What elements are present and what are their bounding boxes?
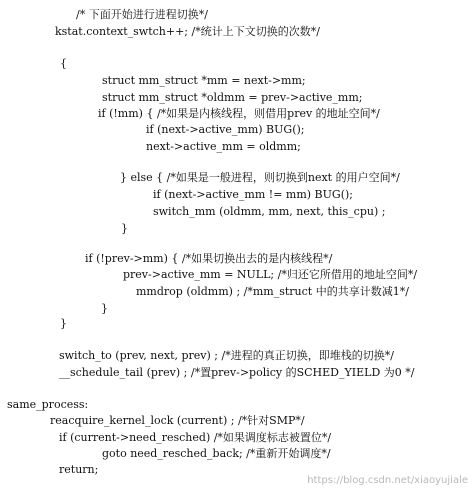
code-line: if (next->active_mm != mm) BUG(); [153,188,353,201]
code-line: } else { /*如果是一般进程，则切换到next 的用户空间*/ [120,171,400,184]
code-line: } [101,302,108,315]
code-line: } [121,222,128,235]
code-line: if (!prev->mm) { /*如果切换出去的是内核线程*/ [85,252,333,265]
code-line: if (current->need_resched) /*如果调度标志被置位*/ [59,431,332,444]
code-line: kstat.context_swtch++; /*统计上下文切换的次数*/ [55,25,320,38]
code-line: goto need_resched_back; /*重新开始调度*/ [102,447,331,460]
code-line: next->active_mm = oldmm; [146,140,301,153]
code-line: switch_mm (oldmm, mm, next, this_cpu) ; [153,205,386,218]
code-line: same_process: [7,398,89,411]
code-line: if (!mm) { /*如果是内核线程，则借用prev 的地址空间*/ [98,107,380,120]
code-line: prev->active_mm = NULL; /*归还它所借用的地址空间*/ [123,268,418,281]
code-line: } [60,317,67,330]
code-line: return; [59,463,99,476]
code-line: if (next->active_mm) BUG(); [146,123,305,136]
code-line: { [60,57,67,70]
code-line: /* 下面开始进行进程切换*/ [76,8,208,21]
code-line: mmdrop (oldmm) ; /*mm_struct 中的共享计数减1*/ [136,285,409,298]
watermark-text: https://blog.csdn.net/xiaoyujiale [307,475,468,486]
code-line: struct mm_struct *mm = next->mm; [102,74,306,87]
code-line: reacquire_kernel_lock (current) ; /*针对SMP*/ [50,414,305,427]
code-line: switch_to (prev, next, prev) ; /*进程的真正切换，即堆栈的切换*/ [59,349,394,362]
code-line: __schedule_tail (prev) ; /*置prev->policy 的SCHED_YIELD 为0 */ [59,366,415,379]
code-line: struct mm_struct *oldmm = prev->active_mm; [102,91,363,104]
